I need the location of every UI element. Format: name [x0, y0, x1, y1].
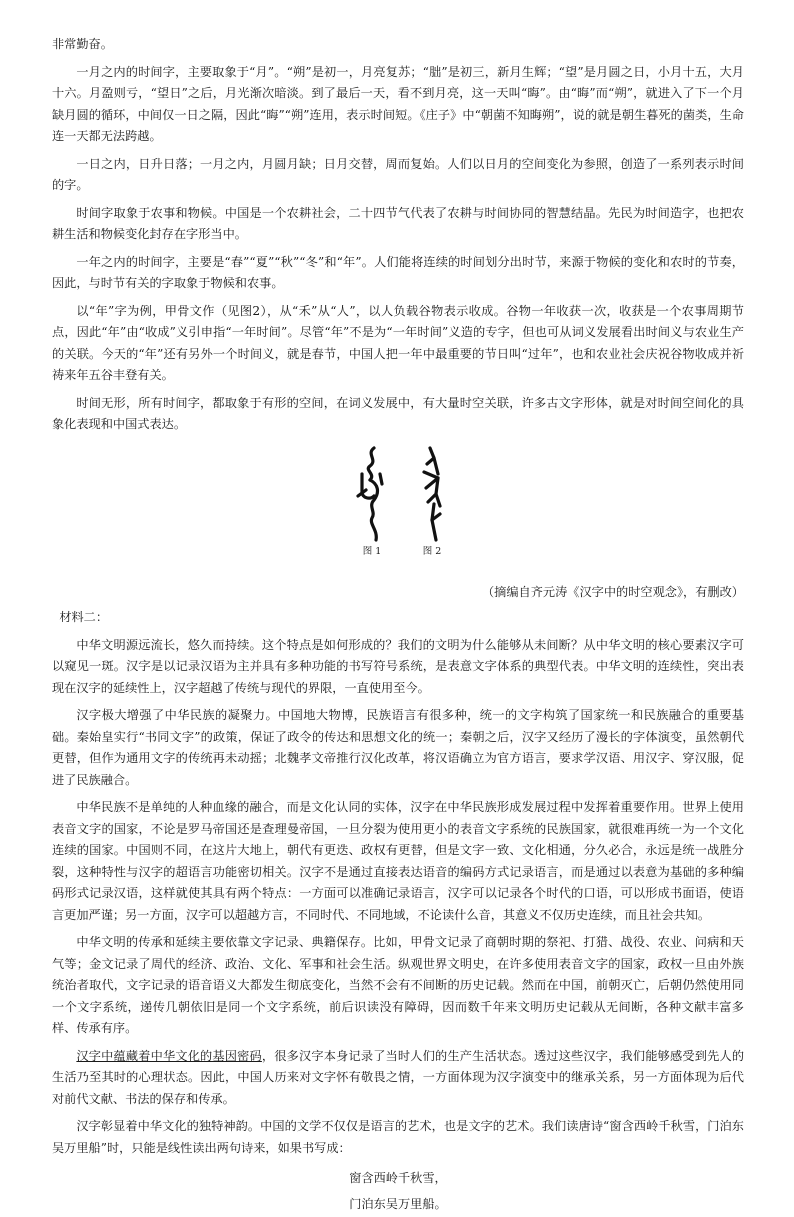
- oracle-bone-glyph-icon: [414, 444, 450, 544]
- paragraph: 中华文明源远流长，悠久而持续。这个特点是如何形成的？我们的文明为什么能够从未间断？从中华文明的核心要素汉字可以窥见一斑。汉字是以记录汉语为主并具有多种功能的书写符号系统，是表意文字体系的典型代表。中华文明的连续性，突出表现在汉字的延续性上，汉字超越了传统与现代的界限，一直使用至今。: [52, 637, 744, 695]
- oracle-bone-figures: [52, 444, 744, 576]
- paragraph: 一月之内的时间字，主要取象于“月”。“朔”是初一，月亮复苏；“朏”是初三，新月生辉；“望”是月圆之日，小月十五，大月十六。月盈则亏，“望日”之后，月光渐次暗淡。到了最后一天，看不到月亮，这一天叫“晦”。由“晦”而“朔”，就进入了下一个月缺月圆的循环，中间仅一日之隔，因此“晦”“朔”连用，表示时间短。《庄子》中“朝菌不知晦朔”，说的就是朝生暮死的菌类，生命连一天都无法跨越。: [52, 64, 744, 143]
- paragraph: 以“年”字为例，甲骨文作（见图2），从“禾”从“人”，以人负载谷物表示收成。谷物一年收获一次，收获是一个农事周期节点，因此“年”由“收成”义引申指“一年时间”。尽管“年”不是为“一年时间”义造的专字，但也可从词义发展看出时间义与农业生产的关联。今天的“年”还有另外一个时间义，就是春节，中国人把一年中最重要的节日叫“过年”，也和农业社会庆祝谷物收成并祈祷来年五谷丰登有关。: [52, 303, 744, 382]
- paragraph: 时间字取象于农事和物候。中国是一个农耕社会，二十四节气代表了农耕与时间协同的智慧结晶。先民为时间造字，也把农耕生活和物候变化封存在字形当中。: [52, 205, 744, 241]
- paragraph: 一年之内的时间字，主要是“春”“夏”“秋”“冬”和“年”。人们能将连续的时间划分出时节，来源于物候的变化和农时的节奏，因此，与时节有关的字取象于物候和农事。: [52, 254, 744, 290]
- figure-caption: 图 1: [362, 545, 382, 557]
- source-citation: （摘编自齐元涛《汉字中的时空观念》，有删改）: [481, 584, 744, 599]
- paragraph: 一日之内，日升日落；一月之内，月圆月缺；日月交替，周而复始。人们以日月的空间变化为参照，创造了一系列表示时间的字。: [52, 156, 744, 192]
- paragraph: 汉字极大增强了中华民族的凝聚力。中国地大物博，民族语言有很多种，统一的文字构筑了国家统一和民族融合的重要基础。秦始皇实行“书同文字”的政策，保证了政令的传达和思想文化的统一；秦朝之后，汉字又经历了漫长的字体演变，虽然朝代更替，但作为通用文字的传统再未动摇；北魏孝文帝推行汉化改革，将汉语确立为官方语言，要求学汉语、用汉字、穿汉服，促进了民族融合。: [52, 708, 744, 787]
- poem-line: 门泊东吴万里船。: [349, 1197, 447, 1211]
- paragraph: 汉字彰显着中华文化的独特神韵。中国的文学不仅仅是语言的艺术，也是文字的艺术。我们读唐诗“窗含西岭千秋雪，门泊东吴万里船”时，只能是线性读出两句诗来，如果书写成：: [52, 1119, 744, 1155]
- paragraph: 非常勤奋。: [52, 37, 113, 51]
- oracle-bone-glyph-icon: [352, 444, 392, 544]
- paragraph: 时间无形，所有时间字，都取象于有形的空间，在词义发展中，有大量时空关联，许多古文字形体，就是对时间空间化的具象化表现和中国式表达。: [52, 395, 744, 431]
- paragraph: [52, 1046, 744, 1111]
- paragraph: 中华民族不是单纯的人种血缘的融合，而是文化认同的实体，汉字在中华民族形成发展过程中发挥着重要作用。世界上使用表音文字的国家，不论是罗马帝国还是查理曼帝国，一旦分裂为使用更小的表音文字系统的民族国家，就很难再统一为一个文化连续的国家。中国则不同，在这片大地上，朝代有更迭、政权有更替，但是文字一致、文化相通，分久必合，永远是统一战胜分裂，这种特性与汉字的超语言功能密切相关。汉字不是通过直接表达语音的编码方式记录语言，而是通过以表意为基础的多种编码形式记录汉语，这样就使其具有两个特点：一方面可以准确记录语言，汉字可以记录各个时代的口语，可以形成书面语，使语言更加严谨；另一方面，汉字可以超越方言，不同时代、不同地域，不论读什么音，其意义不仅历史连续，而且社会共知。: [52, 800, 744, 922]
- underlined-sentence: 汉字中蕴藏着中华文化的基因密码: [76, 1048, 262, 1063]
- document-body: [52, 34, 744, 1217]
- paragraph-text: ，很多汉字本身记录了当时人们的生产生活状态。透过这些汉字，我们能够感受到先人的生活乃至其时的心理状态。因此，中国人历来对文字怀有敬畏之情，一方面体现为汉字演变中的继承关系，另一方面体现为后代对前代文献、书法的保存和传承。: [52, 1048, 745, 1106]
- figure-caption: 图 2: [422, 545, 442, 557]
- figure-1: [352, 444, 392, 558]
- section-title: 材料二：: [59, 610, 109, 624]
- paragraph: 中华文明的传承和延续主要依靠文字记录、典籍保存。比如，甲骨文记录了商朝时期的祭祀、打猎、战役、农业、问病和天气等；金文记录了周代的经济、政治、文化、军事和社会生活。纵观世界文明史，在许多使用表音文字的国家，政权一旦由外族统治者取代，文字记录的语音语义大都发生彻底变化，当然不会有不间断的历史记载。然而在中国，前朝灭亡，后朝仍然使用同一个文字系统，递传几朝依旧是同一个文字系统，前后识读没有障碍，因而数千年来文明历史记载从无间断，各种文献丰富多样、传承有序。: [52, 935, 744, 1035]
- figure-2: [414, 444, 450, 558]
- poem-line: 窗含西岭千秋雪，: [349, 1171, 447, 1185]
